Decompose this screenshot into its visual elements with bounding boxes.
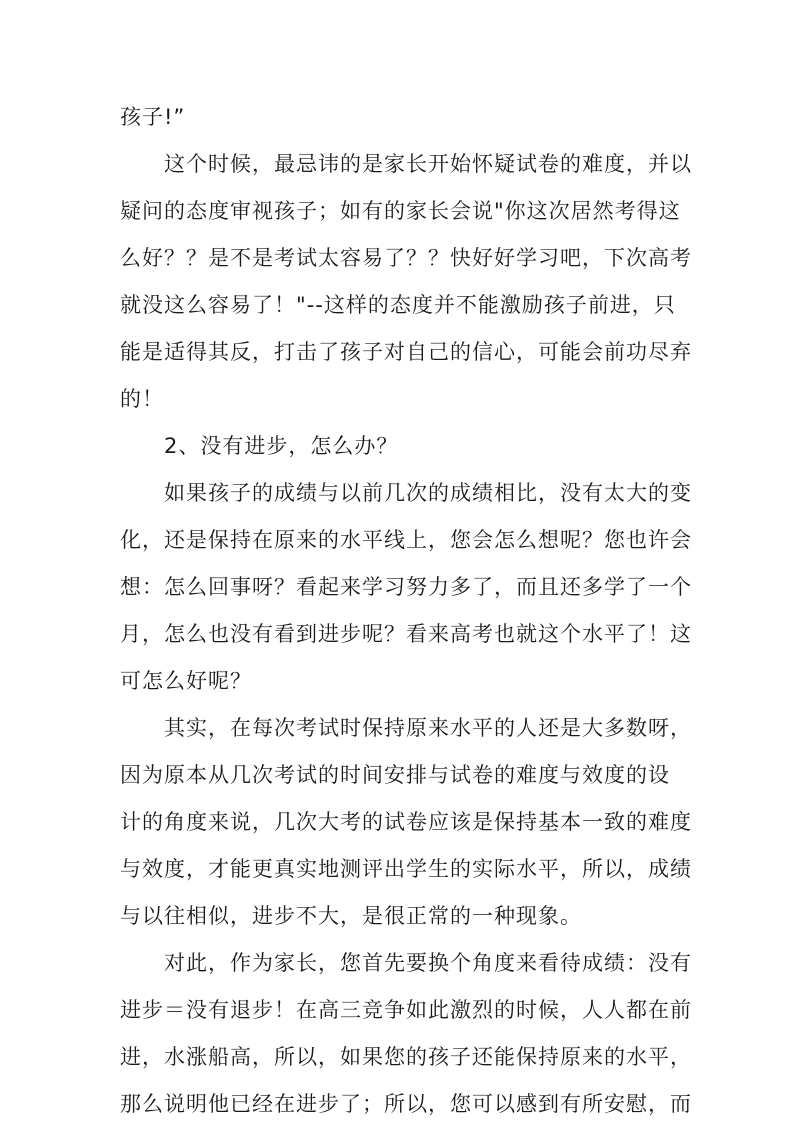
section-heading: 2、没有进步，怎么办？: [164, 434, 399, 458]
text-line: 进步＝没有退步！在高三竞争如此激烈的时候，人人都在前: [120, 998, 692, 1022]
text-line: 化，还是保持在原来的水平线上，您会怎么想呢？您也许会: [120, 528, 692, 552]
text-line: 那么说明他已经在进步了；所以，您可以感到有所安慰，而: [120, 1092, 692, 1116]
paragraph-start-line: 这个时候，最忌讳的是家长开始怀疑试卷的难度，并以: [164, 152, 692, 176]
text-line: 与效度，才能更真实地测评出学生的实际水平，所以，成绩: [120, 857, 692, 881]
text-line: 就没这么容易了！"--这样的态度并不能激励孩子前进，只: [120, 293, 676, 317]
text-line: 疑问的态度审视孩子；如有的家长会说"你这次居然考得这: [120, 199, 681, 223]
paragraph-start-line: 对此，作为家长，您首先要换个角度来看待成绩：没有: [164, 951, 692, 975]
text-line: 的！: [120, 387, 164, 411]
paragraph-start-line: 其实，在每次考试时保持原来水平的人还是大多数呀，: [164, 716, 692, 740]
text-line: 么好？？是不是考试太容易了？？快好好学习吧，下次高考: [120, 246, 692, 270]
text-line: 进，水涨船高，所以，如果您的孩子还能保持原来的水平，: [120, 1045, 692, 1069]
text-line: 因为原本从几次考试的时间安排与试卷的难度与效度的设: [120, 763, 670, 787]
text-line: 月，怎么也没有看到进步呢？看来高考也就这个水平了！这: [120, 622, 692, 646]
text-line: 孩子!”: [120, 105, 186, 129]
paragraph-start-line: 如果孩子的成绩与以前几次的成绩相比，没有太大的变: [164, 481, 692, 505]
text-line: 能是适得其反，打击了孩子对自己的信心，可能会前功尽弃: [120, 340, 692, 364]
text-line: 可怎么好呢？: [120, 669, 252, 693]
text-line: 计的角度来说，几次大考的试卷应该是保持基本一致的难度: [120, 810, 692, 834]
text-line: 想：怎么回事呀？看起来学习努力多了，而且还多学了一个: [120, 575, 692, 599]
text-line: 与以往相似，进步不大，是很正常的一种现象。: [120, 904, 582, 928]
